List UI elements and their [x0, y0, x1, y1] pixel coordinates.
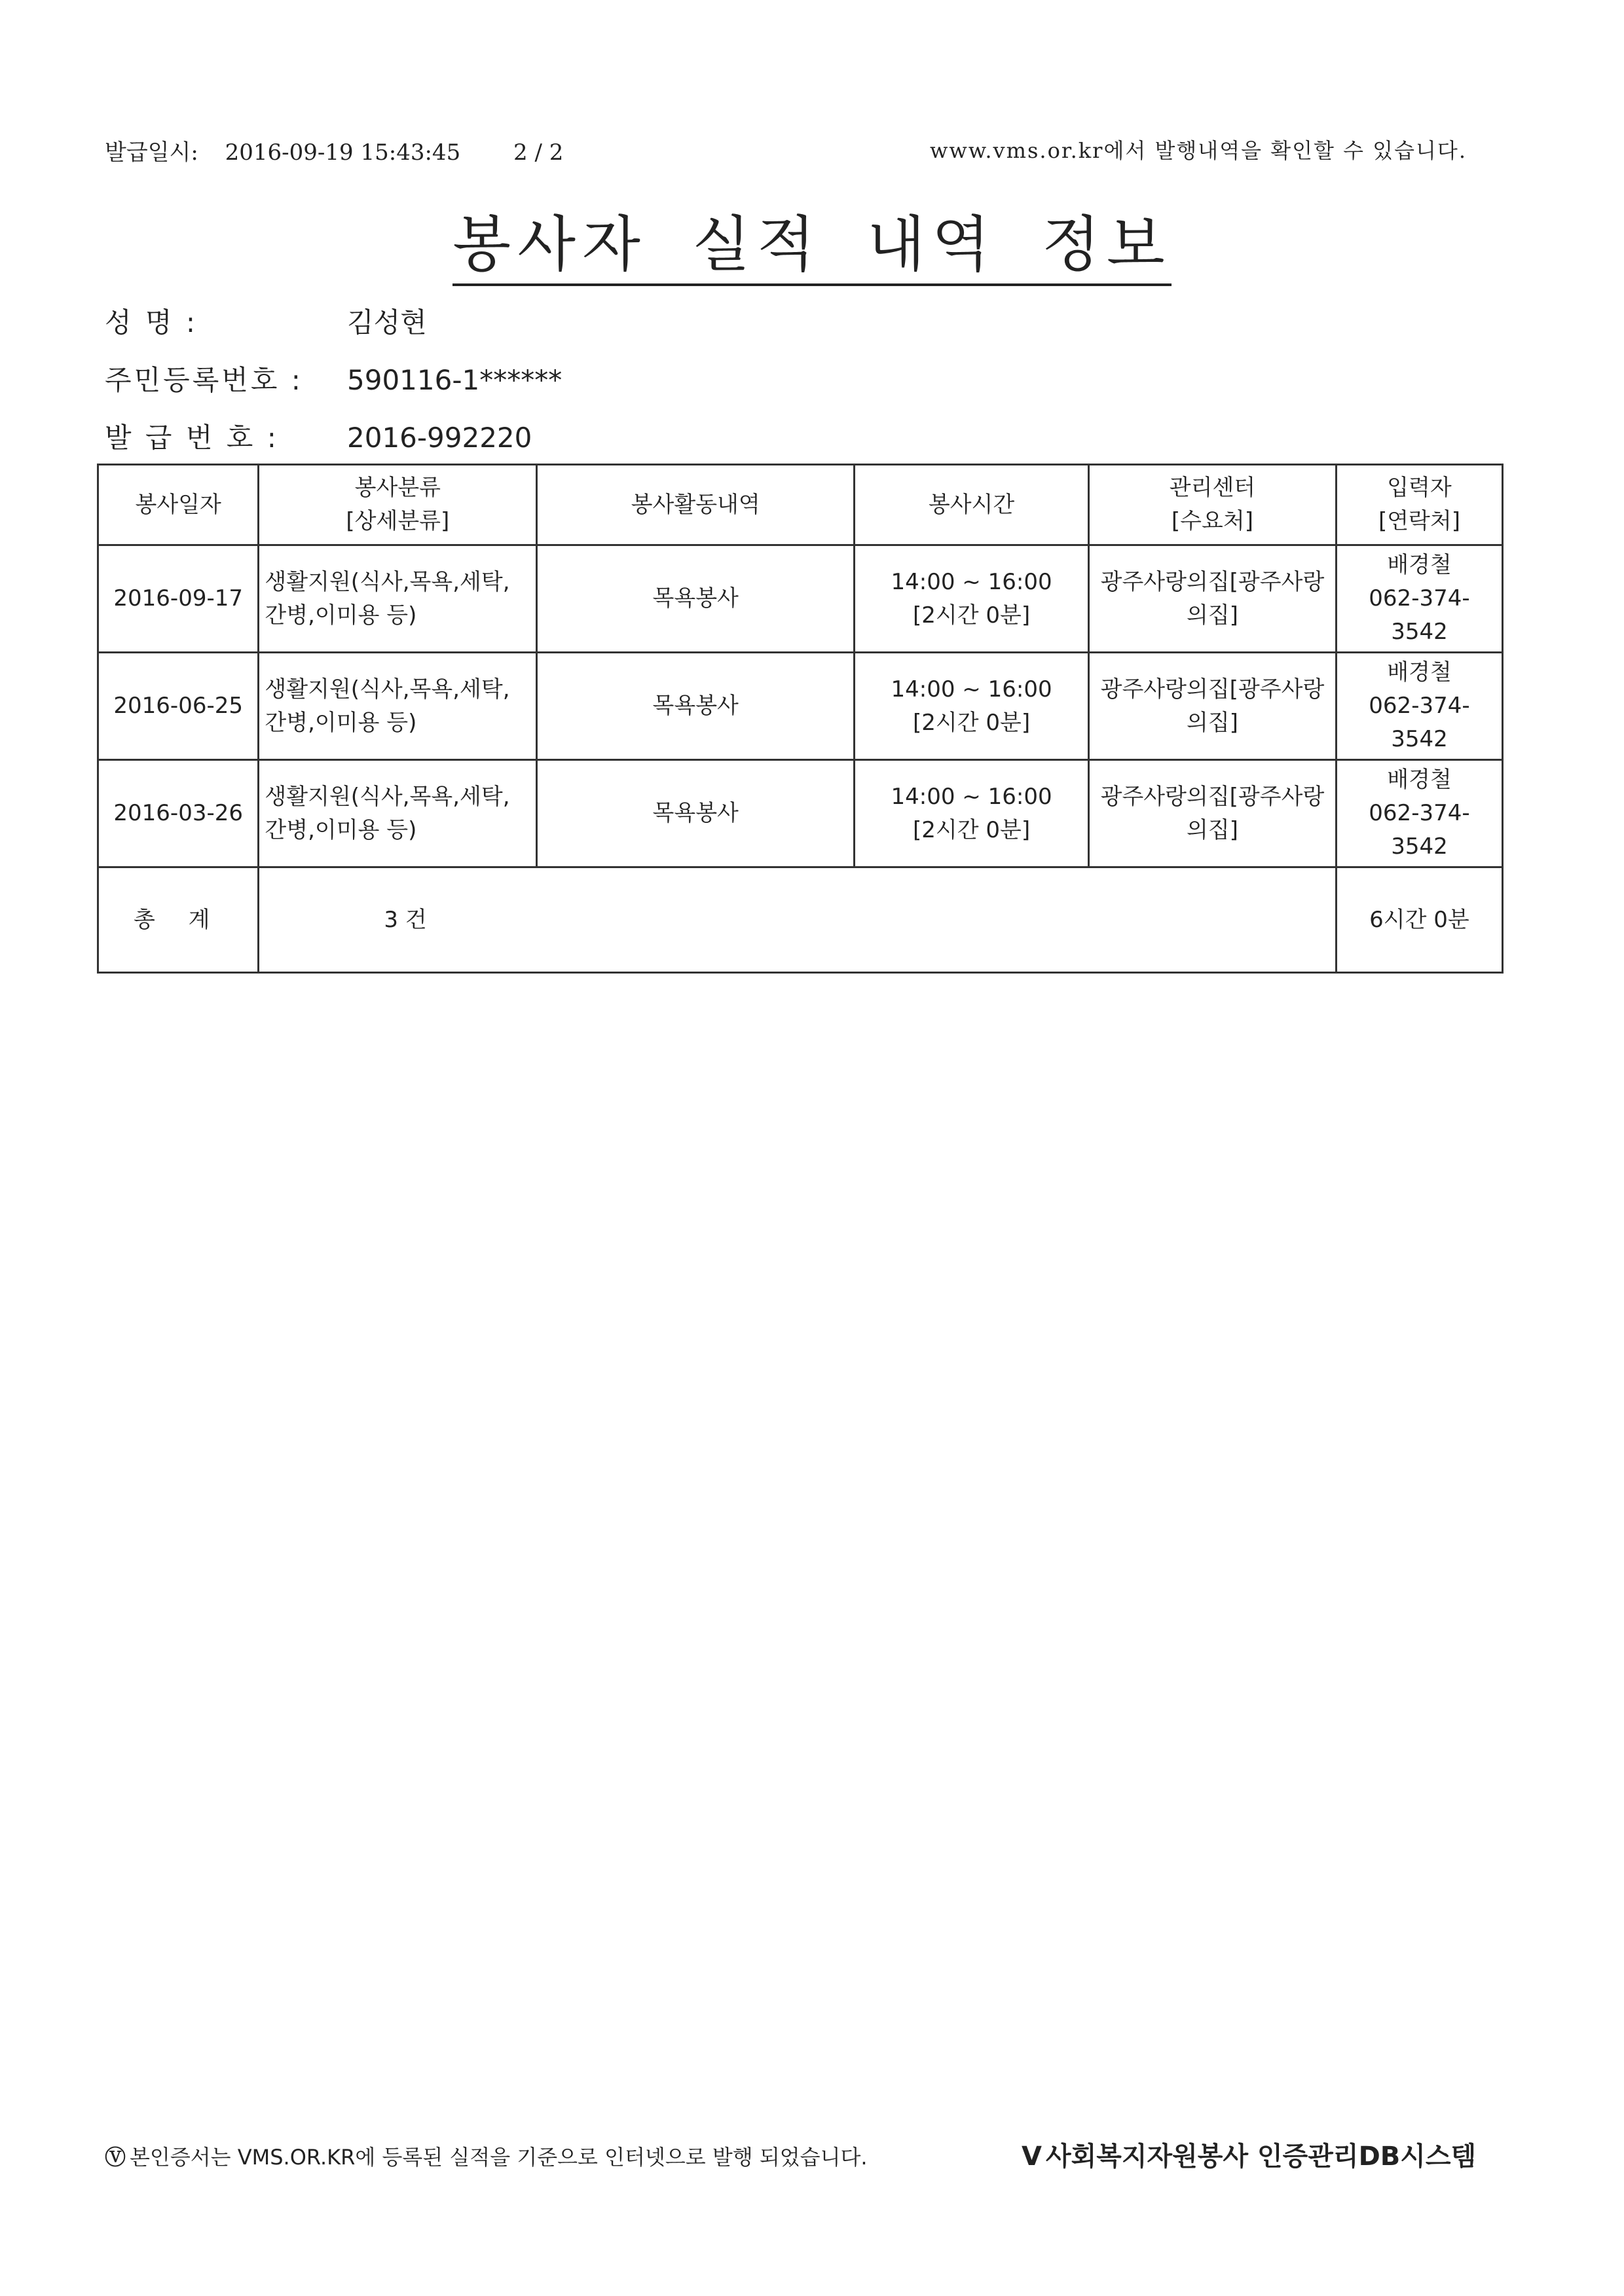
- cell-category: 생활지원(식사,목욕,세탁,간병,이미용 등): [259, 545, 537, 653]
- cell-writer: [1336, 545, 1502, 653]
- time-range: 14:00 ~ 16:00: [891, 783, 1052, 810]
- time-duration: [2시간 0분]: [912, 816, 1031, 843]
- table-row: [98, 760, 1503, 867]
- cell-time: [855, 760, 1089, 867]
- cell-center: 광주사랑의집[광주사랑의집]: [1088, 760, 1336, 867]
- header-date: 봉사일자: [98, 465, 259, 545]
- writer-name: 배경철: [1387, 659, 1452, 685]
- cell-category: 생활지원(식사,목욕,세탁,간병,이미용 등): [259, 760, 537, 867]
- footer-system-name: V 사회복지자원봉사 인증관리DB시스템: [1022, 2141, 1477, 2172]
- time-duration: [2시간 0분]: [912, 709, 1031, 736]
- writer-phone: 062-374-3542: [1369, 693, 1470, 752]
- issue-no-label: 발 급 번 호 :: [105, 422, 279, 454]
- page-title: 봉사자 실적 내역 정보: [0, 196, 1624, 283]
- issue-info: [105, 134, 583, 166]
- v-logo-icon: V: [1022, 2141, 1042, 2172]
- issue-datetime: 2016-09-19 15:43:45: [225, 139, 461, 166]
- time-range: 14:00 ~ 16:00: [891, 568, 1052, 595]
- writer-name: 배경철: [1387, 552, 1452, 578]
- header-time: 봉사시간: [855, 465, 1089, 545]
- cell-time: [855, 545, 1089, 653]
- header-center: 관리센터 [수요처]: [1088, 465, 1336, 545]
- issue-no-row: [105, 416, 532, 456]
- issue-label: 발급일시:: [105, 139, 198, 166]
- cell-center: 광주사랑의집[광주사랑의집]: [1088, 653, 1336, 760]
- name-row: [105, 301, 427, 340]
- page-number: 2 / 2: [513, 139, 564, 166]
- cell-activity: 목욕봉사: [537, 545, 855, 653]
- total-row: [98, 867, 1503, 973]
- name-value: 김성현: [347, 306, 427, 338]
- cell-writer: [1336, 653, 1502, 760]
- total-count: 3 건: [259, 867, 1337, 973]
- cell-center: 광주사랑의집[광주사랑의집]: [1088, 545, 1336, 653]
- writer-phone: 062-374-3542: [1369, 585, 1470, 645]
- footer-notice: Ⓥ 본인증서는 VMS.OR.KR에 등록된 실적을 기준으로 인터넷으로 발행 되었습니다.: [105, 2141, 868, 2171]
- table-row: [98, 653, 1503, 760]
- total-time: 6시간 0분: [1336, 867, 1502, 973]
- header-activity: 봉사활동내역: [537, 465, 855, 545]
- cell-date: 2016-03-26: [98, 760, 259, 867]
- id-row: [105, 359, 562, 398]
- name-label: 성 명 :: [105, 306, 198, 338]
- id-label: 주민등록번호 :: [105, 364, 303, 396]
- vms-logo-icon: Ⓥ: [105, 2145, 126, 2170]
- table-header-row: [98, 465, 1503, 545]
- record-table: [97, 464, 1504, 974]
- id-value: 590116-1******: [347, 364, 563, 396]
- time-duration: [2시간 0분]: [912, 602, 1031, 629]
- cell-time: [855, 653, 1089, 760]
- cell-activity: 목욕봉사: [537, 653, 855, 760]
- time-range: 14:00 ~ 16:00: [891, 676, 1052, 702]
- cell-category: 생활지원(식사,목욕,세탁,간병,이미용 등): [259, 653, 537, 760]
- header-category: 봉사분류 [상세분류]: [259, 465, 537, 545]
- cell-date: 2016-06-25: [98, 653, 259, 760]
- cell-date: 2016-09-17: [98, 545, 259, 653]
- writer-phone: 062-374-3542: [1369, 800, 1470, 860]
- writer-name: 배경철: [1387, 767, 1452, 793]
- verify-notice: www.vms.or.kr에서 발행내역을 확인할 수 있습니다.: [930, 138, 1467, 163]
- cell-activity: 목욕봉사: [537, 760, 855, 867]
- header-writer: 입력자 [연락처]: [1336, 465, 1502, 545]
- table-row: [98, 545, 1503, 653]
- cell-writer: [1336, 760, 1502, 867]
- issue-no-value: 2016-992220: [347, 422, 532, 454]
- total-label: 총 계: [98, 867, 259, 973]
